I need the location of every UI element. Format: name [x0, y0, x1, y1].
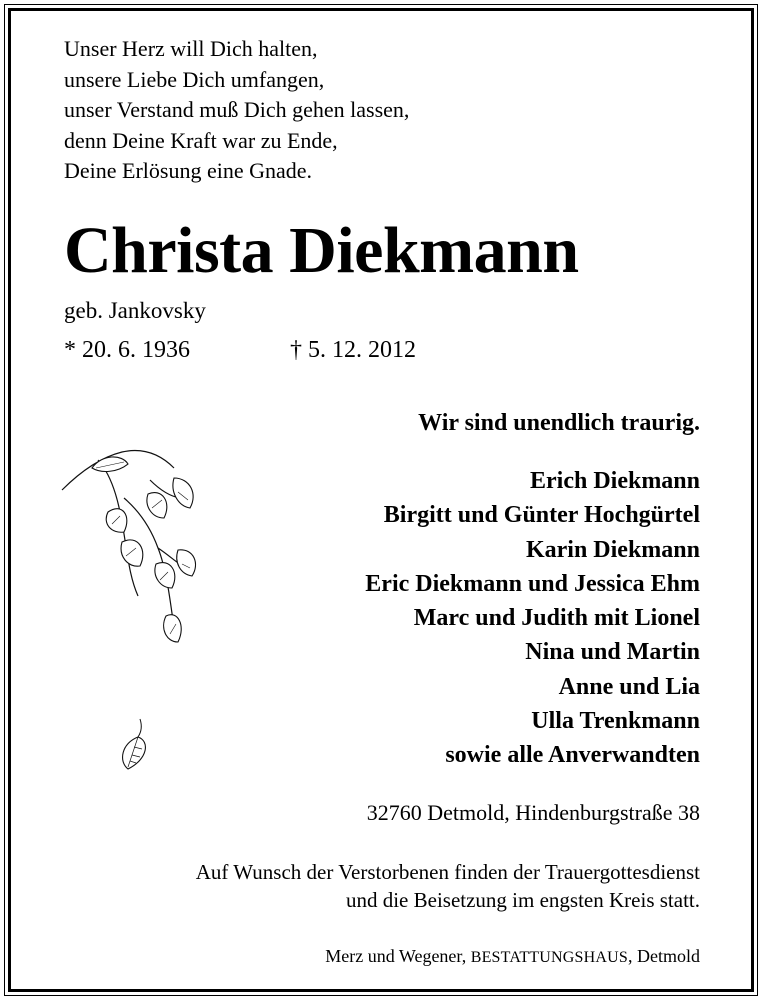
- mourner-name: Marc und Judith mit Lionel: [413, 605, 700, 632]
- mourner-name: Anne und Lia: [558, 673, 700, 700]
- undertaker-credit: [325, 946, 700, 967]
- notice-line: und die Beisetzung im engsten Kreis statt.: [345, 888, 700, 912]
- mourner-name: Karin Diekmann: [525, 536, 700, 563]
- notice-line: Auf Wunsch der Verstorbenen finden der Trauergottesdienst: [195, 860, 700, 884]
- mourner-name: sowie alle Anverwandten: [445, 742, 700, 769]
- mourner-name: Birgitt und Günter Hochgürtel: [383, 502, 700, 529]
- birch-branch-icon: [58, 438, 218, 668]
- mourner-name: Ulla Trenkmann: [531, 708, 700, 735]
- poem-line: Deine Erlösung eine Gnade.: [64, 158, 313, 183]
- funeral-notice: [196, 858, 700, 914]
- mourner-name: Eric Diekmann und Jessica Ehm: [365, 570, 700, 597]
- poem-line: unsere Liebe Dich umfangen,: [64, 66, 325, 92]
- poem-line: denn Deine Kraft war zu Ende,: [64, 127, 338, 153]
- mourner-name: Erich Diekmann: [529, 468, 700, 494]
- undertaker-type: BESTATTUNGSHAUS: [470, 949, 628, 966]
- undertaker-name: Merz und Wegener,: [325, 946, 467, 966]
- poem-line: unser Verstand muß Dich gehen lassen,: [64, 97, 410, 122]
- undertaker-city: , Detmold: [628, 946, 700, 966]
- poem-line: Unser Herz will Dich halten,: [64, 36, 318, 61]
- mourners-list: [365, 464, 700, 773]
- birth-date: * 20. 6. 1936: [64, 337, 190, 363]
- maiden-name: geb. Jankovsky: [64, 298, 206, 323]
- mourner-name: Nina und Martin: [525, 639, 700, 666]
- address: 32760 Detmold, Hindenburgstraße 38: [366, 800, 700, 825]
- death-date: † 5. 12. 2012: [290, 337, 416, 363]
- falling-leaf-icon: [112, 715, 152, 775]
- poem: [64, 34, 409, 187]
- mourning-line: Wir sind unendlich traurig.: [418, 410, 700, 436]
- deceased-name: Christa Diekmann: [64, 214, 579, 287]
